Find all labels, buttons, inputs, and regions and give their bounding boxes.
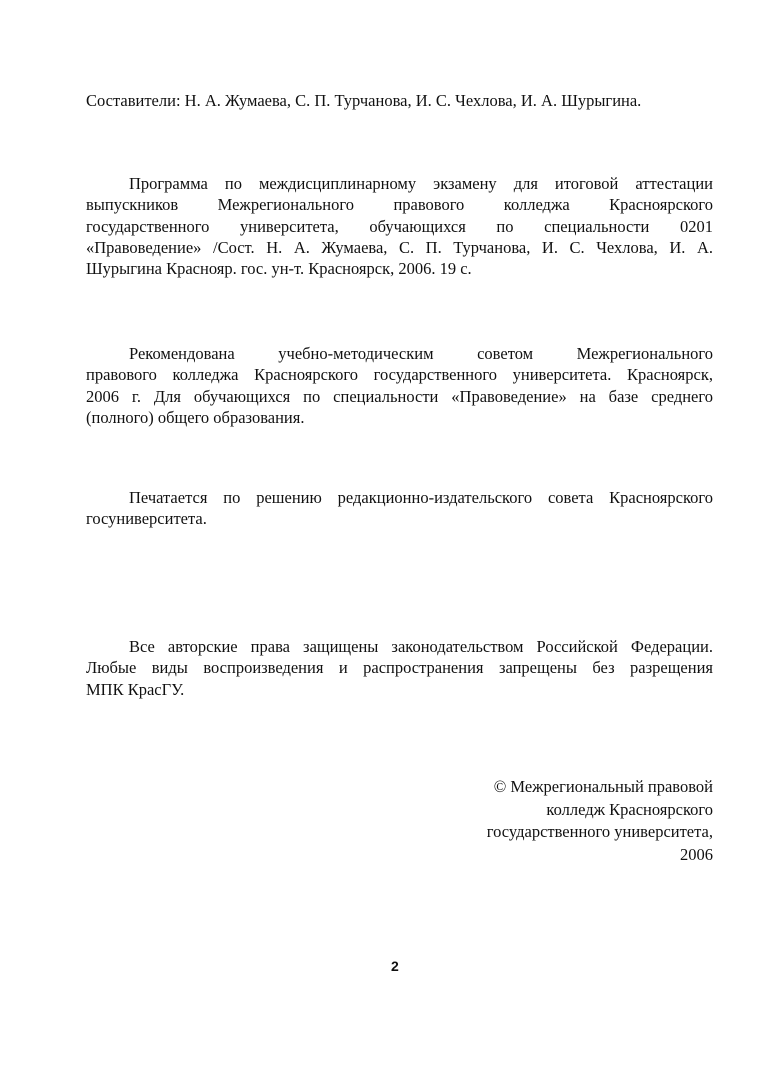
paragraph-line: Программа по междисциплинарному экзамену для итоговой аттестации	[129, 174, 713, 193]
copyright-line: 2006	[680, 844, 713, 864]
page-number: 2	[391, 958, 399, 974]
paragraph-line: Все авторские права защищены законодательством Российской Федерации.	[129, 637, 713, 656]
copyright-block	[393, 776, 713, 866]
paragraph-line: (полного) общего образования.	[86, 407, 305, 427]
paragraph-line: правового колледжа Красноярского государственного университета. Красноярск,	[86, 365, 713, 385]
paragraph-line: Рекомендована учебно-методическим советом Межрегионального	[129, 344, 713, 363]
program-description-paragraph	[86, 173, 713, 279]
printing-approval-paragraph	[86, 487, 713, 530]
paragraph-line: «Правоведение» /Сост. Н. А. Жумаева, С. П. Турчанова, И. С. Чехлова, И. А.	[86, 237, 713, 257]
copyright-line: государственного университета,	[486, 822, 713, 841]
recommendation-paragraph	[86, 343, 713, 428]
paragraph-line: госуниверситета.	[86, 509, 207, 529]
paragraph-line: МПК КрасГУ.	[86, 679, 185, 699]
paragraph-line: Шурыгина Краснояр. гос. ун-т. Красноярск, 2006. 19 с.	[86, 259, 472, 279]
paragraph-line: 2006 г. Для обучающихся по специальности «Правоведение» на базе среднего	[86, 386, 713, 406]
paragraph-line: Печатается по решению редакционно-издательского совета Красноярского	[129, 488, 713, 507]
copyright-line: колледж Красноярского	[546, 799, 713, 819]
paragraph-line: Любые виды воспроизведения и распространения запрещены без разрещения	[86, 658, 713, 678]
compilers-line: Составители: Н. А. Жумаева, С. П. Турчанова, И. С. Чехлова, И. А. Шурыгина.	[86, 91, 642, 110]
paragraph-line: государственного университета, обучающихся по специальности 0201	[86, 216, 713, 236]
paragraph-line: выпускников Межрегионального правового колледжа Красноярского	[86, 195, 713, 215]
copyright-rights-paragraph	[86, 636, 713, 700]
copyright-line: © Межрегиональный правовой	[493, 777, 713, 796]
